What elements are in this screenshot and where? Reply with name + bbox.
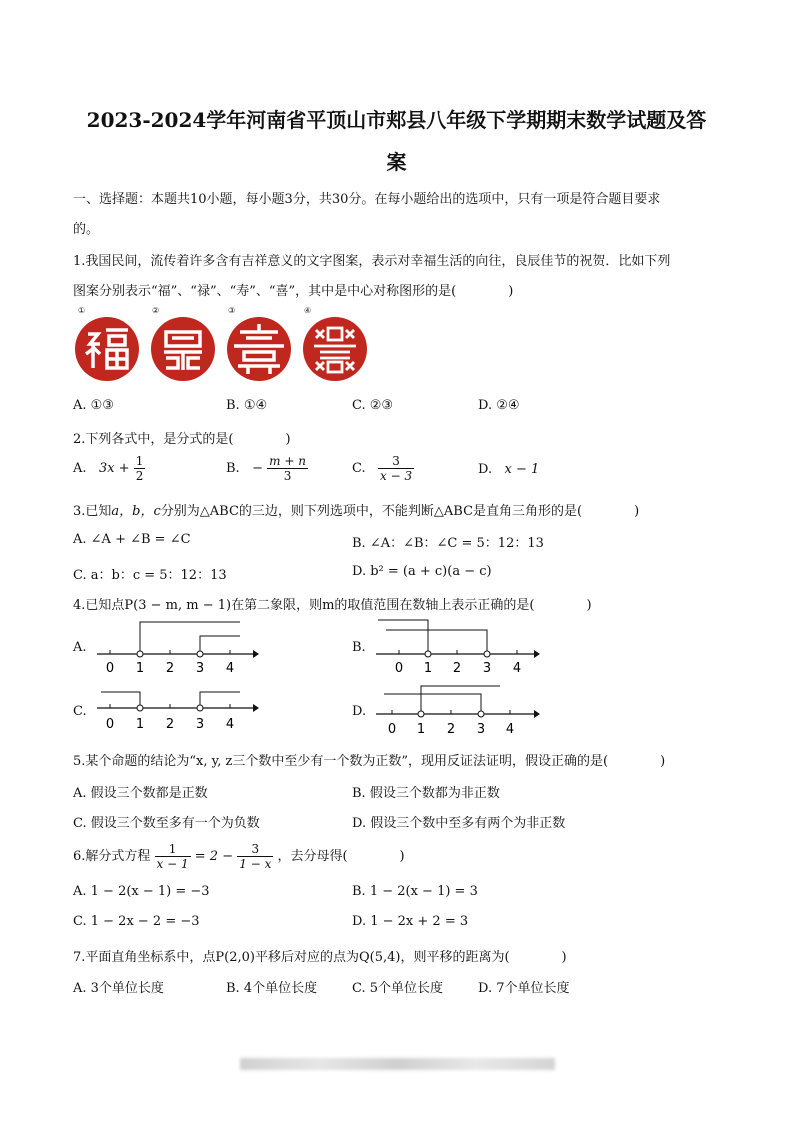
tick-b-2: 2 (452, 661, 462, 676)
tick-d-2: 2 (446, 722, 456, 737)
tick-c-1: 1 (135, 717, 145, 732)
fu-seal-image (74, 316, 140, 382)
q2-option-a[interactable] (73, 454, 145, 483)
q2-option-b-sign: − (252, 461, 263, 476)
q6-stem-post: ，去分母得( ) (277, 849, 405, 864)
q6-f1-numerator: 1 (155, 842, 191, 857)
tick-a-1: 1 (135, 661, 145, 676)
q4-option-a-label[interactable]: A. (73, 640, 87, 655)
q3-option-b[interactable]: B. ∠A：∠B：∠C = 5：12：13 (352, 536, 544, 551)
q4-numberline-d[interactable] (374, 682, 544, 740)
q2-option-a-fraction (134, 454, 146, 483)
q6-option-c[interactable]: C. 1 − 2x − 2 = −3 (73, 914, 200, 929)
q4-option-b-label[interactable]: B. (352, 640, 366, 655)
q2-b-numerator: m + n (269, 454, 306, 468)
tick-d-0: 0 (387, 722, 397, 737)
q6-option-b[interactable]: B. 1 − 2(x − 1) = 3 (352, 884, 478, 899)
q5-option-b[interactable]: B. 假设三个数都为非正数 (352, 786, 500, 801)
q3-stem-vars: a，b，c (111, 504, 161, 519)
q2-option-a-expr: 3x + (98, 461, 130, 476)
tick-b-1: 1 (423, 661, 433, 676)
q4-option-d-label[interactable]: D. (352, 704, 367, 719)
q7-option-a[interactable]: A. 3个单位长度 (73, 981, 164, 996)
q2-option-c[interactable] (352, 454, 414, 483)
q4-numberline-c[interactable] (95, 684, 260, 740)
tick-c-0: 0 (105, 717, 115, 732)
lu-seal-image (150, 316, 216, 382)
q2-option-c-label: C. (352, 461, 366, 476)
q3-stem-pre: 3.已知 (73, 504, 112, 519)
q3-option-a[interactable]: A. ∠A + ∠B = ∠C (73, 532, 191, 547)
q3-option-d[interactable]: D. b² = (a + c)(a − c) (352, 564, 492, 579)
q4-numberline-a[interactable] (95, 616, 260, 676)
q2-option-a-label: A. (73, 461, 87, 476)
q6-f2-denominator: 1 − x (239, 857, 272, 871)
q1-option-b[interactable]: B. ①④ (226, 398, 268, 413)
q6-fraction-1 (155, 842, 191, 871)
q6-fraction-2 (237, 842, 273, 871)
doc-title-line1: 2023-2024学年河南省平顶山市郏县八年级下学期期末数学试题及答 (86, 108, 707, 132)
q2-stem: 2.下列各式中，是分式的是( ) (73, 432, 291, 447)
doc-title-line2: 案 (386, 150, 407, 174)
q2-option-d-expr: x − 1 (504, 462, 540, 477)
q5-stem: 5.某个命题的结论为“x, y, z三个数中至少有一个数为正数”，现用反证法证明，假设正确的是( ) (73, 754, 666, 769)
q2-option-c-fraction (378, 454, 414, 483)
tick-a-4: 4 (225, 661, 235, 676)
q7-option-d[interactable]: D. 7个单位长度 (478, 981, 570, 996)
q5-option-d[interactable]: D. 假设三个数中至多有两个为非正数 (352, 816, 566, 831)
section-instructions-line1: 一、选择题：本题共10小题，每小题3分，共30分。在每小题给出的选项中，只有一项是符合题目要求 (73, 192, 661, 207)
q6-option-a[interactable]: A. 1 − 2(x − 1) = −3 (73, 884, 210, 899)
tick-c-2: 2 (165, 717, 175, 732)
seal-label-1: ① (78, 306, 86, 315)
q1-option-a[interactable]: A. ①③ (73, 398, 114, 413)
q6-stem-mid: = 2 − (194, 849, 234, 864)
seal-label-3: ③ (228, 306, 236, 315)
q3-stem-mid: 分别为△ABC的三边，则下列选项中，不能判断△ABC是直角三角形的是( ) (160, 504, 640, 519)
q6-f2-numerator: 3 (237, 842, 273, 857)
tick-a-0: 0 (105, 661, 115, 676)
tick-b-0: 0 (394, 661, 404, 676)
q7-option-b[interactable]: B. 4个单位长度 (226, 981, 318, 996)
q2-option-d[interactable] (478, 462, 539, 477)
tick-d-1: 1 (416, 722, 426, 737)
tick-a-2: 2 (165, 661, 175, 676)
q5-option-a[interactable]: A. 假设三个数都是正数 (73, 786, 208, 801)
q6-stem-pre: 6.解分式方程 (73, 849, 151, 864)
seal-label-2: ② (152, 306, 160, 315)
q1-option-c[interactable]: C. ②③ (352, 398, 394, 413)
q2-option-d-label: D. (478, 462, 493, 477)
q7-option-c[interactable]: C. 5个单位长度 (352, 981, 444, 996)
tick-a-3: 3 (195, 661, 205, 676)
q2-a-denominator: 2 (135, 469, 144, 483)
q2-option-b-label: B. (226, 461, 240, 476)
q4-stem: 4.已知点P(3 − m, m − 1)在第二象限，则m的取值范围在数轴上表示正确的是( ) (73, 598, 592, 613)
q1-option-d[interactable]: D. ②④ (478, 398, 520, 413)
xi-seal-image (302, 316, 368, 382)
tick-b-3: 3 (482, 661, 492, 676)
q6-stem (73, 842, 405, 871)
q7-stem: 7.平面直角坐标系中，点P(2,0)平移后对应的点为Q(5,4)，则平移的距离为( ) (73, 950, 567, 965)
tick-d-4: 4 (505, 722, 515, 737)
q2-c-denominator: x − 3 (380, 469, 413, 483)
q2-c-numerator: 3 (378, 454, 414, 469)
q2-a-numerator: 1 (135, 454, 144, 468)
seal-label-4: ④ (304, 306, 312, 315)
shou-seal-image (226, 316, 292, 382)
q3-option-c[interactable]: C. a：b：c = 5：12：13 (73, 568, 227, 583)
q2-b-denominator: 3 (283, 469, 292, 483)
blurred-footer-watermark (240, 1058, 555, 1070)
tick-c-4: 4 (225, 717, 235, 732)
q3-stem (73, 500, 639, 519)
q2-option-b[interactable] (226, 454, 308, 483)
tick-c-3: 3 (195, 717, 205, 732)
tick-d-3: 3 (476, 722, 486, 737)
q6-f1-denominator: x − 1 (156, 857, 189, 871)
tick-b-4: 4 (512, 661, 522, 676)
section-instructions-line2: 的。 (73, 222, 100, 237)
q1-stem-line1: 1.我国民间，流传着许多含有吉祥意义的文字图案，表示对幸福生活的向往，良辰佳节的祝贺．比如下列 (73, 254, 671, 269)
q1-stem-line2: 图案分别表示“福”、“禄”、“寿”、“喜”，其中是中心对称图形的是( ) (73, 284, 514, 299)
q4-option-c-label[interactable]: C. (73, 704, 87, 719)
q6-option-d[interactable]: D. 1 − 2x + 2 = 3 (352, 914, 469, 929)
q5-option-c[interactable]: C. 假设三个数至多有一个为负数 (73, 816, 260, 831)
q2-option-b-fraction (267, 454, 308, 483)
q4-numberline-b[interactable] (374, 616, 544, 676)
